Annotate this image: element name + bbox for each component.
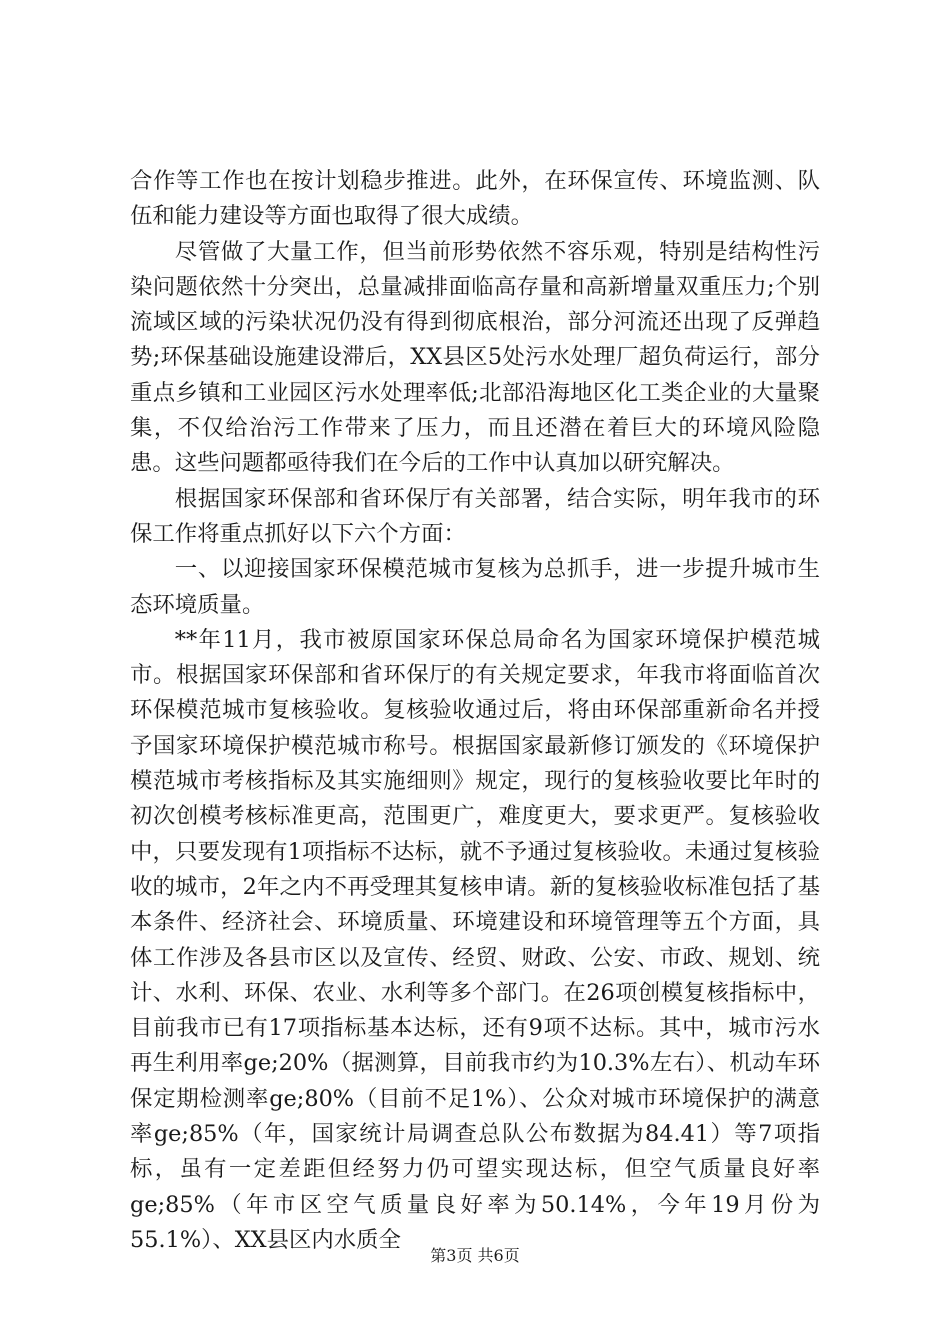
paragraph-continuation: 合作等工作也在按计划稳步推进。此外，在环保宣传、环境监测、队伍和能力建设等方面也取得了很大成绩。 bbox=[130, 168, 820, 230]
paragraph-model-city-review: **年11月，我市被原国家环保总局命名为国家环境保护模范城市。根据国家环保部和省环保厅的有关规定要求，年我市将面临首次环保模范城市复核验收。复核验收通过后，将由环保部重新命名并授予国家环境保护模范城市称号。根据国家最新修订颁发的《环境保护模范城市考核指标及其实施细则》规定，现行的复核验收要比年时的初次创模考核标准更高，范围更广，难度更大，要求更严。复核验收中，只要发现有1项指标不达标，就不予通过复核验收。未通过复核验收的城市，2年之内不再受理其复核申请。新的复核验收标准包括了基本条件、经济社会、环境质量、环境建设和环境管理等五个方面，具体工作涉及各县市区以及宣传、经贸、财政、公安、市政、规划、统计、水利、环保、农业、水利等多个部门。在26项创模复核指标中，目前我市已有17项指标基本达标，还有9项不达标。其中，城市污水再生利用率ge;20%（据测算，目前我市约为10.3%左右）、机动车环保定期检测率ge;80%（目前不足1%）、公众对城市环境保护的满意率ge;85%（年，国家统计局调查总队公布数据为84.41）等7项指标，虽有一定差距但经努力仍可望实现达标，但空气质量良好率ge;85%（年市区空气质量良好率为50.14%，今年19月份为55.1%）、XX县区内水质全 bbox=[130, 626, 820, 1253]
section-heading-one: 一、以迎接国家环保模范城市复核为总抓手，进一步提升城市生态环境质量。 bbox=[130, 556, 820, 618]
paragraph-next-year-plan: 根据国家环保部和省环保厅有关部署，结合实际，明年我市的环保工作将重点抓好以下六个方面： bbox=[130, 485, 820, 547]
page-number-footer: 第3页 共6页 bbox=[430, 1246, 520, 1265]
document-body bbox=[130, 164, 820, 1258]
paragraph-current-problems: 尽管做了大量工作，但当前形势依然不容乐观，特别是结构性污染问题依然十分突出，总量减排面临高存量和高新增量双重压力;个别流域区域的污染状况仍没有得到彻底根治，部分河流还出现了反弹趋势;环保基础设施建设滞后，XX县区5处污水处理厂超负荷运行，部分重点乡镇和工业园区污水处理率低;北部沿海地区化工类企业的大量聚集，不仅给治污工作带来了压力，而且还潜在着巨大的环境风险隐患。这些问题都亟待我们在今后的工作中认真加以研究解决。 bbox=[130, 238, 820, 477]
